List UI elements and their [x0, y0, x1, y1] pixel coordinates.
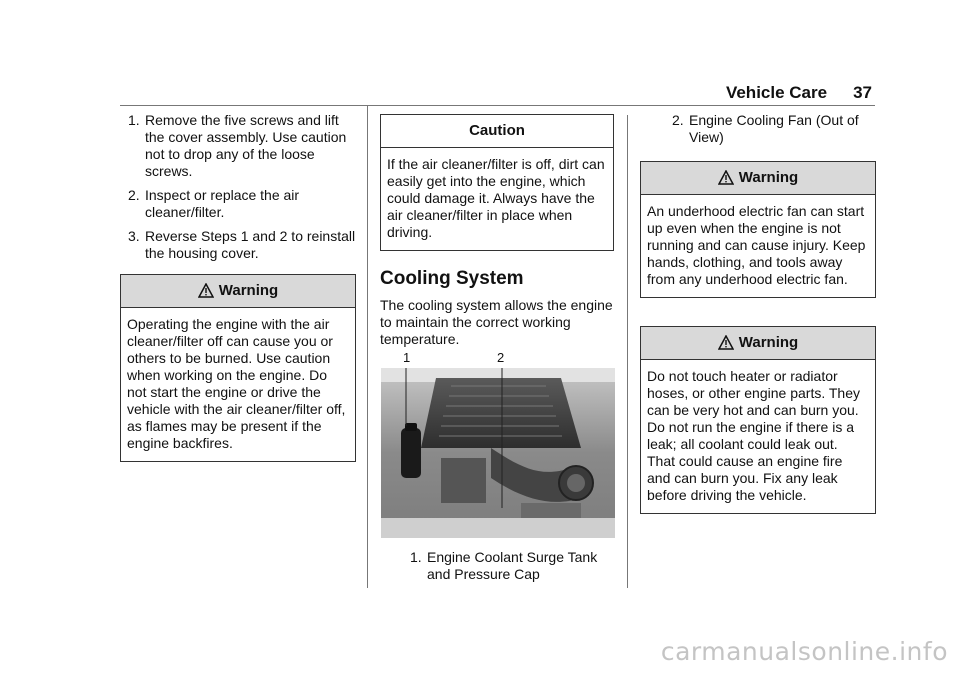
list-item: 1. Engine Coolant Surge Tank and Pressure Cap: [410, 549, 598, 582]
warning-triangle-icon: [718, 165, 734, 197]
column-divider-1: [367, 106, 368, 588]
callout-1: 1: [403, 350, 411, 365]
callout-2: 2: [497, 350, 505, 365]
page-number: 37: [853, 83, 872, 102]
figure-caption: [402, 549, 622, 590]
header-rule: [120, 105, 875, 106]
caution-header: Caution: [381, 115, 613, 148]
warning-triangle-icon: [198, 278, 214, 310]
warning-title: Warning: [738, 334, 799, 351]
column-3: [640, 112, 876, 514]
running-header: [726, 83, 872, 103]
warning-triangle-icon: [718, 330, 734, 362]
warning-header: [121, 275, 355, 308]
caution-text: If the air cleaner/filter is off, dirt can easily get into the engine, which could damage it. Always have the air cleaner/filter in place when driving.: [387, 156, 605, 240]
list-item: 2. Engine Cooling Fan (Out of View): [672, 112, 859, 145]
warning-header: [641, 327, 875, 360]
column-1: [120, 112, 356, 462]
engine-bay-photo: [381, 368, 615, 538]
warning-title: Warning: [738, 169, 799, 186]
warning-box: [640, 326, 876, 514]
section-title: Vehicle Care: [725, 83, 828, 102]
warning-text: Operating the engine with the air cleaner/filter off can cause you or others to be burned. Use caution when working on the engine. Do not start the engine or drive the vehicle with the air cleaner/filter off, as flames may be present if the engine backfires.: [127, 316, 346, 451]
watermark: carmanualsonline.info: [660, 637, 948, 666]
list-item: 1. Remove the five screws and lift the cover assembly. Use caution not to drop any of the loose screws.: [128, 112, 347, 179]
list-item: 2. Inspect or replace the air cleaner/filter.: [128, 187, 300, 220]
column-divider-2: [627, 115, 628, 588]
warning-text: Do not touch heater or radiator hoses, or other engine parts. They can be very hot and can burn you. Do not run the engine if there is a leak; all coolant could leak out. That could cause an engine fire and can burn you. Fix any leak before driving the vehicle.: [647, 368, 860, 503]
intro-paragraph: The cooling system allows the engine to maintain the correct working temperature.: [380, 297, 613, 347]
warning-title: Warning: [218, 282, 279, 299]
warning-header: [641, 162, 875, 195]
step-list: [120, 112, 356, 262]
section-heading: Cooling System: [380, 268, 524, 289]
warning-box: [640, 161, 876, 298]
list-item: 3. Reverse Steps 1 and 2 to reinstall the housing cover.: [128, 228, 356, 261]
warning-box: [120, 274, 356, 462]
column-2: [380, 114, 614, 348]
caution-box: [380, 114, 614, 251]
warning-text: An underhood electric fan can start up even when the engine is not running and can cause injury. Keep hands, clothing, and tools away from any underhood electric fan.: [647, 203, 866, 287]
